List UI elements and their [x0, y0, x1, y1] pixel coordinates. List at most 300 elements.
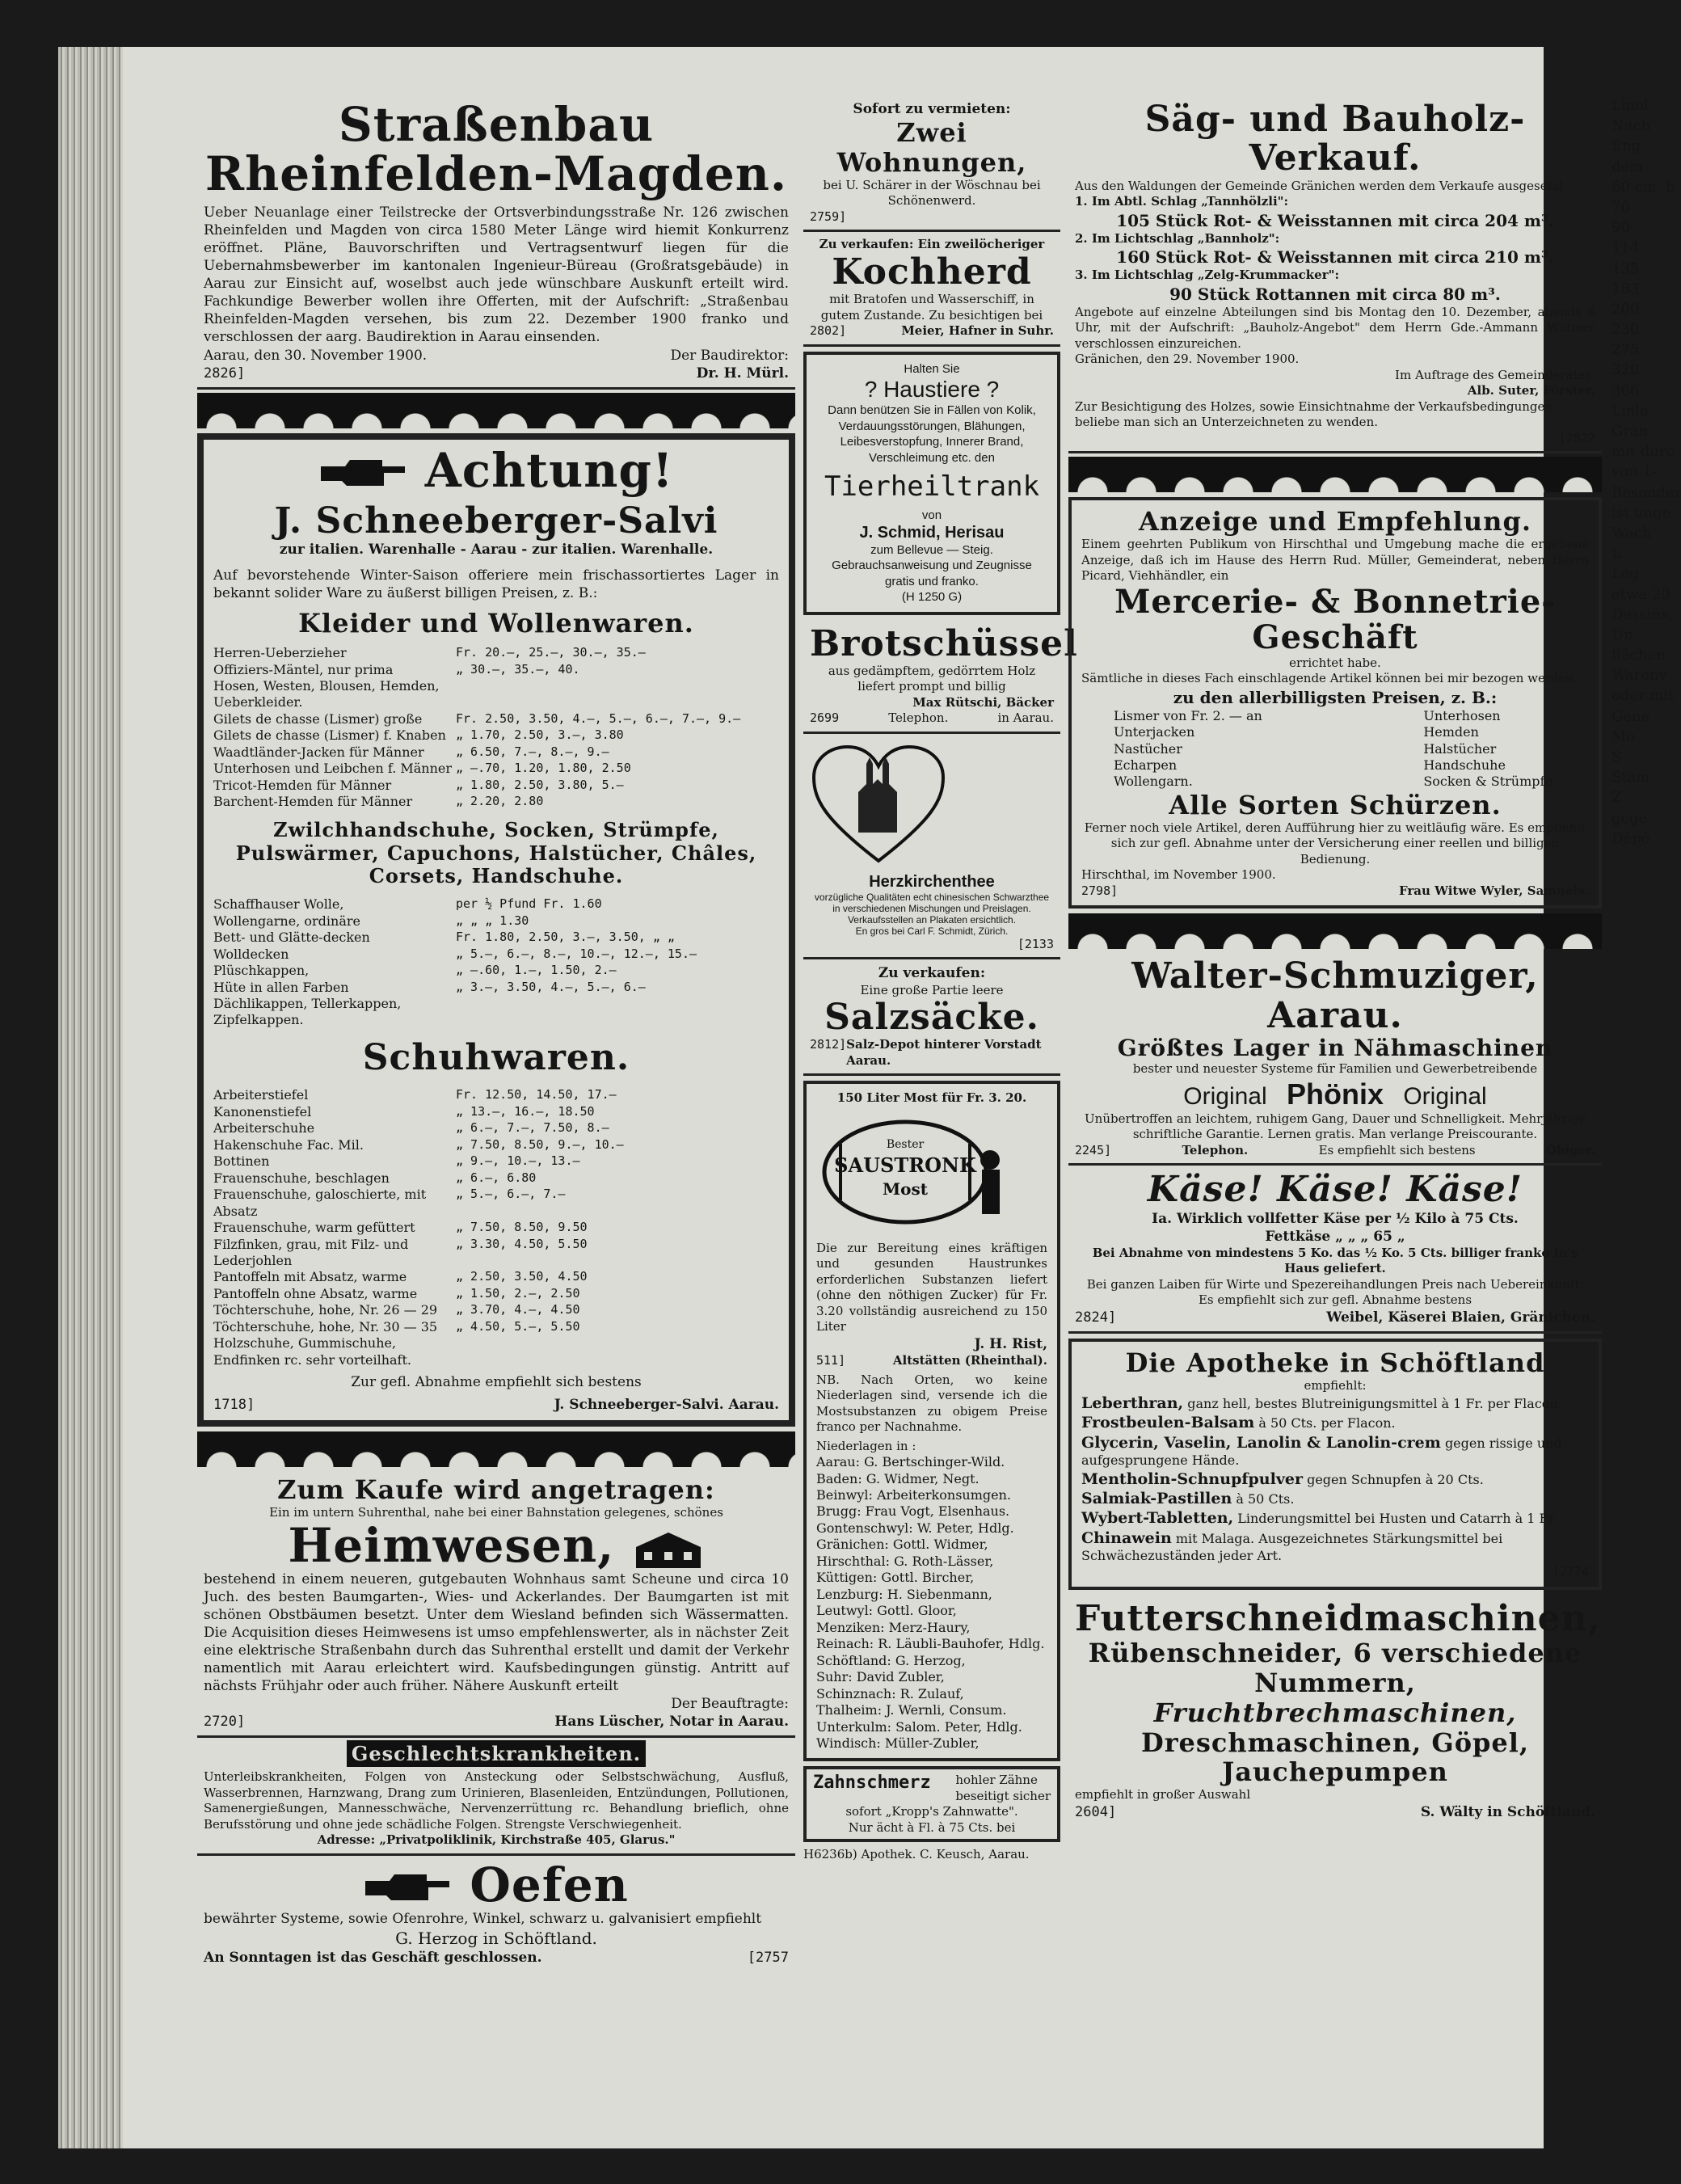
ad-signature: Meier, Hafner in Suhr.	[901, 323, 1054, 339]
ad-title: Zwei Wohnungen,	[836, 117, 1027, 178]
product-desc: à 50 Cts. per Flacon.	[1258, 1415, 1396, 1431]
shoes-row	[213, 1335, 779, 1368]
ad-title: Oefen	[470, 1857, 629, 1912]
product-desc: ganz hell, bestes Blutreinigungsmittel à 1 Fr. per Flacon.	[1187, 1396, 1562, 1412]
section-heading-accessories: Zwilchhandschuhe, Socken, Strümpfe, Pulswärmer, Capuchons, Halstücher, Châles, Corsets, Handschuhe.	[235, 817, 757, 888]
product-name: Glycerin, Vaselin, Lanolin & Lanolin-crem	[1081, 1433, 1441, 1452]
cutoff-fragment: Besonder	[1611, 483, 1681, 501]
shoes-item: Arbeiterschuhe	[213, 1120, 315, 1136]
wyler-item-left: Unterjacken	[1114, 724, 1195, 740]
wool-item: Bett- und Glätte-decken	[213, 930, 370, 946]
ad-signature: G. Herzog in Schöftland.	[395, 1928, 597, 1948]
wyler-item-left: Nastücher	[1114, 740, 1182, 757]
cutoff-fragment: 183	[1611, 280, 1640, 297]
ad-title: Käse! Käse! Käse!	[1147, 1169, 1523, 1211]
wool-row	[213, 963, 779, 979]
shoes-item: Töchterschuhe, hohe, Nr. 26 — 29	[213, 1302, 438, 1318]
clothes-item: Hosen, Westen, Blousen, Hemden, Ueberkleider.	[213, 678, 440, 710]
ad-maker: J. H. Rist,	[974, 1335, 1047, 1352]
shoes-item: Frauenschuhe, warm gefüttert	[213, 1220, 415, 1236]
cutoff-fragment: flächen	[1611, 647, 1666, 664]
cutoff-fragment: 70	[1611, 198, 1630, 216]
wool-price: „ „ „ 1.30	[456, 913, 529, 928]
ad-kaese	[1068, 1166, 1602, 1334]
ad-item-2: 2. Im Lichtschlag „Bannholz":	[1075, 230, 1280, 246]
clothes-price: Fr. 20.—, 25.—, 30.—, 35.—	[456, 645, 646, 660]
clothes-price: „ —.70, 1.20, 1.80, 2.50	[456, 761, 631, 776]
ad-note: Zur Besichtigung des Holzes, sowie Einsichtnahme der Verkaufsbedingungen beliebe man sich an Unterzeichneten zu wenden.	[1075, 398, 1553, 430]
cutoff-fragment: Un	[1611, 626, 1633, 643]
shoes-row	[213, 1104, 779, 1120]
shoes-item: Holzschuhe, Gummischuhe, Endfinken rc. sehr vorteilhaft.	[213, 1335, 411, 1368]
ad-item-1-detail: 105 Stück Rot- & Weisstannen mit circa 204 m³.	[1116, 210, 1554, 230]
ad-signature: S. Wälty in Schöftland.	[1420, 1803, 1595, 1820]
shoes-price: „ 7.50, 8.50, 9.50	[456, 1220, 588, 1235]
cutoff-fragment: Dessins,	[1611, 605, 1673, 623]
shoes-item: Frauenschuhe, galoschierte, mit Absatz	[213, 1187, 427, 1219]
ad-title-row	[213, 442, 779, 498]
ad-signature: Salz-Depot hinterer Vorstadt Aarau.	[846, 1037, 1042, 1068]
wool-price: „ 3.—, 3.50, 4.—, 5.—, 6.—	[456, 979, 646, 994]
ad-price-line: zu den allerbilligsten Preisen, z. B.:	[1173, 687, 1498, 707]
ad-pretitle: Sofort zu vermieten:	[853, 101, 1011, 117]
shoes-row	[213, 1286, 779, 1302]
heart-church-icon	[810, 744, 947, 865]
depot-item: Hirschthal: G. Roth-Lässer,	[816, 1553, 994, 1569]
book-binding-edge	[58, 47, 123, 2148]
shoes-price: „ 3.30, 4.50, 5.50	[456, 1236, 588, 1251]
cutoff-fragment: Stam	[1611, 769, 1650, 786]
ad-title: Anzeige und Empfehlung.	[1139, 506, 1531, 538]
ad-geschlechtskrankheiten	[197, 1738, 795, 1855]
clothes-row	[213, 645, 779, 661]
ad-saeg-bauholz	[1068, 95, 1602, 453]
ad-ref-number: 2604]	[1075, 1803, 1117, 1820]
ad-date: Aarau, den 30. November 1900.	[204, 347, 428, 364]
ad-place: in Aarau.	[997, 710, 1054, 726]
cutoff-fragment: Nach	[1611, 117, 1651, 135]
ad-signature-row	[1075, 1309, 1595, 1326]
ad-sign-role: Der Beauftragte:	[671, 1696, 789, 1713]
ad-ref-number: 2812]	[810, 1037, 847, 1052]
depot-item: Schinznach: R. Zulauf,	[816, 1685, 964, 1701]
ad-von: von	[921, 508, 942, 523]
shoes-row	[213, 1137, 779, 1153]
ad-subtitle: zur italien. Warenhalle - Aarau - zur italien. Warenhalle.	[279, 542, 714, 558]
ad-line-2: Rübenschneider, 6 verschiedene Nummern,	[1088, 1638, 1582, 1698]
ad-kochherd	[803, 232, 1060, 346]
depot-item: Lenzburg: H. Siebenmann,	[816, 1586, 992, 1602]
barrel-text-1: Bester	[886, 1137, 925, 1151]
shoes-item: Kanonenstiefel	[213, 1103, 312, 1119]
ad-body: Ueber Neuanlage einer Teilstrecke der Ortsverbindungsstraße Nr. 126 zwischen Rheinfelden und Magden von circa 1580 Meter Länge wird hiemit Konkurrenz eröffnet. Pläne, Bauvorschriften und Vertragsentwurf liegen für die Uebernahmsbewerber im kantonalen Ingenieur-Büreau (Großratsgebäude) in Aarau zur Einsicht auf, woselbst auch jede wünschbare Auskunft erteilt wird. Fachkundige Bewerber wollen ihre Offerten, mit der Aufschrift: „Straßenbau Rheinfelden-Magden versehen, bis zum 22. Dezember 1900 franko und verschlossen der aarg. Baudirektion in Aarau einsenden.	[204, 204, 789, 346]
ad-place: Altstätten (Rheinthal).	[892, 1353, 1047, 1368]
ad-brand-row	[1075, 1077, 1595, 1111]
wool-price	[456, 996, 779, 1029]
depot-item: Beinwyl: Arbeiterkonsumgen.	[816, 1486, 1011, 1503]
wyler-item-left: Lismer von Fr. 2. — an	[1114, 707, 1262, 723]
ad-heimwesen	[197, 1470, 795, 1738]
product-item	[1081, 1528, 1589, 1565]
shoes-price: „ 3.70, 4.—, 4.50	[456, 1302, 580, 1318]
ad-brotschuessel	[803, 620, 1078, 734]
farmhouse-icon	[632, 1529, 705, 1570]
ad-maker: Max Rütschi, Bäcker	[912, 694, 1054, 710]
item-list-left	[1114, 708, 1262, 791]
wool-item: Dächlikappen, Tellerkappen, Zipfelkappen.	[213, 995, 402, 1028]
cutoff-fragment: 114	[1611, 239, 1640, 257]
shoes-row	[213, 1220, 779, 1236]
product-item	[1081, 1469, 1589, 1489]
ad-signature-row-2	[204, 365, 789, 382]
ad-heading: Mercerie- & Bonnetrie-Geschäft	[1114, 582, 1556, 656]
shoes-item: Bottinen	[213, 1153, 270, 1170]
wool-price: „ 5.—, 6.—, 8.—, 10.—, 12.—, 15.—	[456, 946, 697, 961]
ad-lager-heading: Niederlagen in :	[816, 1438, 916, 1453]
ad-body: Angebote auf einzelne Abteilungen sind bis Montag den 10. Dezember, abends 6 Uhr, mit der Aufschrift: „Bauholz-Angebot" dem Herrn Gde.-Ammann Widmer verschlossen einzureichen.	[1075, 304, 1595, 351]
cutoff-fragment: dem	[1611, 158, 1644, 175]
cutoff-fragment: mit durc	[1611, 443, 1675, 461]
product-item	[1081, 1393, 1589, 1413]
ad-intro: Aus den Waldungen der Gemeinde Gränichen werden dem Verkaufe ausgesetzt	[1075, 178, 1564, 193]
ad-oefen	[197, 1856, 795, 1971]
cutoff-fragment: Dépô	[1611, 829, 1650, 847]
wool-price: „ —.60, 1.—, 1.50, 2.—	[456, 963, 617, 978]
cutoff-fragment: Lag	[1611, 565, 1640, 583]
ad-ref-number: [2822	[1558, 430, 1595, 445]
ad-signature-row	[1081, 883, 1589, 900]
cutoff-fragment: Wach	[1611, 524, 1652, 542]
ad-signature: J. Schneeberger-Salvi. Aarau.	[554, 1397, 779, 1414]
ad-signature-row	[213, 1396, 779, 1414]
ad-question-1: Halten Sie	[904, 361, 960, 376]
ad-body: mit Bratofen und Wasserschiff, in gutem Zustande. Zu besichtigen bei	[820, 292, 1043, 323]
ad-title: Zahnschmerz	[813, 1773, 931, 1794]
ad-title: Die Apotheke in Schöftland	[1125, 1347, 1545, 1378]
cutoff-fragment: ist unge	[1611, 504, 1671, 521]
wyler-item-right: Handschuhe	[1423, 757, 1506, 773]
ad-strassenbau	[197, 95, 795, 390]
product-name: Chinawein	[1081, 1528, 1172, 1547]
wool-price: per ½ Pfund Fr. 1.60	[456, 896, 602, 912]
ad-title: Säg- und Bauholz-Verkauf.	[1144, 99, 1526, 179]
product-item	[1081, 1413, 1589, 1432]
depot-item: Schöftland: G. Herzog,	[816, 1652, 966, 1668]
barrel-text-2: SAUSTRONK	[834, 1153, 976, 1177]
wool-row	[213, 913, 779, 930]
ad-telephone: Telephon.	[1182, 1142, 1249, 1157]
ad-ref-number: 2699	[810, 710, 840, 726]
wyler-item-right: Halstücher	[1423, 740, 1497, 757]
ad-line-4: Dreschmaschinen, Göpel, Jauchepumpen	[1140, 1727, 1530, 1788]
section-heading-clothes: Kleider und Wollenwaren.	[298, 608, 694, 639]
ad-subtitle: empfiehlt:	[1304, 1377, 1367, 1393]
ad-date: Hirschthal, im November 1900.	[1081, 867, 1276, 883]
ad-brand-original-1: Original	[1183, 1082, 1267, 1110]
wool-item: Hüte in allen Farben	[213, 979, 349, 995]
shoes-item: Pantoffeln ohne Absatz, warme	[213, 1285, 418, 1301]
ad-code: (H 1250 G)	[901, 590, 963, 605]
ad-line-1: Futterschneidmaschinen,	[1075, 1597, 1601, 1639]
shoes-price: „ 2.50, 3.50, 4.50	[456, 1269, 588, 1284]
shoes-item: Frauenschuhe, beschlagen	[213, 1170, 390, 1186]
ad-telephone: Telephon.	[888, 710, 949, 726]
shoes-row	[213, 1237, 779, 1270]
shoes-item: Pantoffeln mit Absatz, warme	[213, 1269, 407, 1285]
wyler-item-left: Echarpen	[1114, 757, 1178, 773]
ad-title: Geschlechtskrankheiten.	[347, 1740, 646, 1767]
cutoff-fragment: von 1-	[1611, 463, 1657, 481]
ad-signature-row	[810, 1037, 1054, 1069]
price-list-wool	[213, 896, 779, 1029]
shoes-price	[456, 1335, 779, 1368]
cutoff-fragment: 200	[1611, 300, 1640, 318]
ad-body: vorzügliche Qualitäten echt chinesischen Schwarzthee in verschiedenen Mischungen und Preislagen. Verkaufsstellen an Plakaten ersichtlich.	[814, 891, 1050, 925]
ad-subtitle: Ein im untern Suhrenthal, nahe bei einer Bahnstation gelegenes, schönes	[269, 1505, 723, 1520]
ad-signature-row	[204, 1713, 789, 1731]
depot-item: Baden: G. Widmer, Negt.	[816, 1470, 980, 1486]
ad-signature: Obiger.	[1545, 1142, 1595, 1157]
ad-brand-phoenix: Phönix	[1286, 1077, 1384, 1111]
depot-item: Brugg: Frau Vogt, Elsenhaus.	[816, 1503, 1010, 1520]
product-name: Leberthran,	[1081, 1394, 1184, 1413]
cutoff-fragment: S	[1611, 748, 1622, 765]
ad-signature: Dr. H. Mürl.	[696, 365, 789, 382]
product-name: Mentholin-Schnupfpulver	[1081, 1469, 1303, 1488]
shoes-price: „ 6.—, 6.80	[456, 1170, 537, 1185]
wool-row	[213, 896, 779, 913]
ad-pretitle: Zu verkaufen:	[878, 965, 986, 982]
ad-recommend: empfiehlt in großer Auswahl	[1075, 1787, 1251, 1802]
clothes-row	[213, 662, 779, 678]
ad-signature: Hans Lüscher, Notar in Aarau.	[554, 1714, 789, 1731]
ad-maker: J. Schmid, Herisau	[859, 523, 1005, 542]
ad-line-4: Nur ächt à Fl. à 75 Cts. bei	[848, 1819, 1016, 1835]
ad-note: An Sonntagen ist das Geschäft geschlossen.	[204, 1949, 542, 1966]
clothes-price: „ 1.70, 2.50, 3.—, 3.80	[456, 727, 624, 743]
column-middle	[803, 95, 1078, 1863]
ad-naehmaschinen	[1068, 952, 1602, 1166]
cutoff-fragment: Gran	[1611, 423, 1649, 440]
clothes-item: Herren-Ueberzieher	[213, 645, 347, 661]
cutoff-fragment: 135	[1611, 259, 1640, 277]
ad-heading-row	[204, 1517, 789, 1573]
ad-body: Unterleibskrankheiten, Folgen von Ansteckung oder Selbstschwächung, Ausfluß, Wasserbrennen, Harnzwang, Drang zum Urinieren, Blasenleiden, Entzündungen, Pollutionen, Samenergießungen, Mannesschwäche, Nervenzerrüttung rc. Behandlung brieflich, ohne Berufsstörung und ohne jede schädliche Folgen. Strengste Verschwiegenheit.	[204, 1769, 789, 1832]
ad-signature-row	[810, 323, 1054, 339]
cutoff-fragment: Linle	[1611, 402, 1649, 420]
column-right	[1068, 95, 1602, 1826]
clothes-row	[213, 778, 779, 794]
ad-signature-row	[1075, 1143, 1595, 1159]
ad-body-2: Unübertroffen an leichtem, ruhigem Gang, Dauer und Schnelligkeit. Mehrjährige schriftliche Garantie. Lernen gratis. Man verlange Preiscourante.	[1085, 1111, 1586, 1142]
ornamental-divider	[197, 1431, 795, 1467]
ad-line-3: sofort „Kropp's Zahnwatte".	[845, 1804, 1018, 1819]
ad-title: Walter-Schmuziger, Aarau.	[1131, 955, 1539, 1036]
clothes-price: „ 1.80, 2.50, 3.80, 5.—	[456, 777, 624, 792]
ad-title: Achtung!	[424, 442, 674, 498]
pointing-hand-icon	[319, 457, 408, 492]
product-desc: gegen Schnupfen à 20 Cts.	[1307, 1471, 1484, 1487]
ad-ref-number: 2798]	[1081, 883, 1119, 898]
cutoff-fragment: Z	[1611, 789, 1622, 807]
clothes-price: „ 2.20, 2.80	[456, 794, 544, 809]
column-cutoff-right	[1611, 95, 1681, 849]
clothes-price: „ 6.50, 7.—, 8.—, 9.—	[456, 744, 609, 759]
product-desc: gegen rissige und aufgesprungene Hände.	[1081, 1435, 1562, 1469]
clothes-item: Barchent-Hemden für Männer	[213, 794, 413, 810]
ad-body: aus gedämpftem, gedörrtem Holz liefert prompt und billig	[828, 663, 1036, 694]
ad-ref-number: 2720]	[204, 1714, 246, 1731]
product-item	[1081, 1489, 1589, 1508]
ad-line-1: hohler Zähne	[955, 1773, 1038, 1788]
ad-ref-number: 511]	[816, 1353, 846, 1368]
section-heading-shoes: Schuhwaren.	[362, 1036, 630, 1078]
clothes-item: Offiziers-Mäntel, nur prima	[213, 661, 394, 677]
ad-heading: Heimwesen,	[288, 1517, 615, 1573]
ad-ref-number: 2802]	[810, 323, 847, 339]
product-desc: Linderungsmittel bei Husten und Catarrh à 1 Fr.	[1237, 1511, 1557, 1527]
ad-item-columns	[1081, 708, 1589, 791]
product-desc: mit Malaga. Ausgezeichnetes Stärkungsmittel bei Schwächezuständen jeder Art.	[1081, 1530, 1503, 1563]
ad-footer-row	[810, 710, 1054, 727]
newspaper-page	[58, 47, 1681, 2148]
ad-subtitle: Eine große Partie leere	[860, 982, 1004, 997]
clothes-item: Gilets de chasse (Lismer) große	[213, 710, 423, 727]
ad-ref-number: [2774	[1552, 1564, 1589, 1579]
shoes-price: „ 1.50, 2.—, 2.50	[456, 1285, 580, 1301]
ad-heading: 150 Liter Most für Fr. 3. 20.	[836, 1090, 1027, 1106]
ad-body: bester und neuester Systeme für Familien und Gewerbetreibende	[1132, 1061, 1538, 1077]
cutoff-fragment: 366	[1611, 382, 1640, 399]
cutoff-fragment: 275	[1611, 341, 1640, 359]
shoes-price: „ 6.—, 7.—, 7.50, 8.—	[456, 1120, 609, 1136]
ad-ref-number: 1718]	[213, 1397, 255, 1414]
wool-item: Plüschkappen,	[213, 963, 310, 979]
ad-sign-role: Der Baudirektor:	[670, 347, 789, 364]
shoes-row	[213, 1319, 779, 1335]
wyler-item-right: Hemden	[1423, 724, 1479, 740]
ad-title-row	[813, 1773, 1051, 1804]
ad-line-1: Ia. Wirklich vollfetter Käse per ½ Kilo à 75 Cts.	[1152, 1210, 1519, 1227]
product-name: Wybert-Tabletten,	[1081, 1509, 1234, 1528]
ad-address: Adresse: „Privatpoliklinik, Kirchstraße 405, Glarus."	[317, 1832, 676, 1848]
ad-ref-row	[816, 1353, 1047, 1369]
price-list-shoes	[213, 1087, 779, 1368]
cutoff-fragment: gege	[1611, 809, 1648, 827]
shoes-row	[213, 1170, 779, 1187]
depot-item: Aarau: G. Bertschinger-Wild.	[816, 1454, 1005, 1470]
cutoff-fragment: Eng	[1611, 137, 1641, 155]
ad-question-2: ? Haustiere ?	[864, 377, 1000, 403]
clothes-row	[213, 711, 779, 727]
cutoff-fragment: etwa 20	[1611, 585, 1670, 603]
ad-sign-role: Im Auftrage des Gemeinderates:	[1395, 367, 1595, 382]
item-list-right	[1423, 708, 1557, 791]
depot-item: Windisch: Müller-Zubler,	[816, 1735, 980, 1752]
ad-body: Einem geehrten Publikum von Hirschthal und Umgebung mache die ergebene Anzeige, daß ich im Hause des Herrn Rud. Müller, Gemeinderat, neben Herrn Picard, Viehhändler, ein	[1081, 537, 1589, 584]
ad-body: Dann benützen Sie in Fällen von Kolik, Verdauungsstörungen, Blähungen, Leibesverstopfung, Innerer Brand, Verschleimung etc. den	[828, 403, 1036, 465]
ad-title-row	[204, 1743, 789, 1766]
ad-item-1: 1. Im Abtl. Schlag „Tannhölzli":	[1075, 194, 1289, 209]
shoes-row	[213, 1302, 779, 1318]
ad-apotheke	[1068, 1339, 1602, 1590]
ad-ref-number: [2133	[1017, 936, 1054, 951]
ad-brand-original-2: Original	[1403, 1082, 1487, 1110]
ad-futterschneidmaschinen	[1068, 1595, 1602, 1826]
ad-more: Ferner noch viele Artikel, deren Aufführung hier zu weitläufig wäre. Es empfiehlt sich zur gefl. Abnahme unter der Versicherung einer reellen und billigen Bedienung.	[1084, 820, 1586, 866]
ad-signature-row	[1075, 1803, 1595, 1821]
shoes-row	[213, 1153, 779, 1170]
ad-body: bei U. Schärer in der Wöschnau bei Schönenwerd.	[823, 177, 1041, 209]
product-item	[1081, 1433, 1589, 1469]
column-left	[197, 95, 795, 1971]
ad-signature: Alb. Suter, Förster.	[1467, 383, 1595, 398]
wool-item: Schaffhauser Wolle,	[213, 896, 344, 913]
ad-item-3-detail: 90 Stück Rottannen mit circa 80 m³.	[1169, 284, 1501, 304]
shoes-row	[213, 1187, 779, 1220]
ad-big-line: Alle Sorten Schürzen.	[1169, 789, 1502, 820]
ad-body: Die zur Bereitung eines kräftigen und gesunden Haustrunkes erforderlichen Substanzen liefert (ohne den nöthigen Zucker) für Fr. 3.20 vollständig ausreichend zu 150 Liter	[816, 1240, 1047, 1334]
price-list-clothes	[213, 645, 779, 811]
cutoff-fragment: 320	[1611, 361, 1640, 379]
ad-most	[803, 1081, 1060, 1761]
ad-zahn-ref: H6236b) Apothek. C. Keusch, Aarau.	[803, 1847, 1030, 1862]
ad-title: Zum Kaufe wird angetragen:	[277, 1474, 715, 1506]
wyler-item-right: Unterhosen	[1423, 707, 1501, 723]
ad-item-2-detail: 160 Stück Rot- & Weisstannen mit circa 210 m³.	[1116, 247, 1554, 268]
ornamental-divider	[1068, 913, 1602, 949]
pointing-hand-icon	[364, 1871, 453, 1907]
ad-gros: En gros bei Carl F. Schmidt, Zürich.	[855, 925, 1009, 937]
ad-salzsaecke	[803, 959, 1060, 1076]
ad-subtitle: Größtes Lager in Nähmaschinen	[1117, 1035, 1553, 1061]
ad-achtung-schneeberger	[197, 433, 795, 1427]
ad-body: bestehend in einem neueren, gutgebauten Wohnhaus samt Scheune und circa 10 Juch. des besten Baumgarten-, Wies- und Ackerlandes. Der Baumgarten ist mit schönen Obstbäumen besetzt. Unter dem Wiesland befinden sich Wässermatten. Die Acquisition dieses Heimwesens ist umso empfehlenswerter, als in nächster Zeit eine elektrische Straßenbahn durch das Suhrenthal erstellt und damit der Verkehr namentlich mit Aarau erleichtert wird. Kaufsbedingungen günstig. Antritt auf nächsts Frühjahr oder auch früher. Nähere Auskunft erteilt	[204, 1571, 789, 1695]
ad-mercerie-wyler	[1068, 497, 1602, 909]
shoes-price: „ 5.—, 6.—, 7.—	[456, 1187, 566, 1202]
shoes-row	[213, 1087, 779, 1103]
shoes-row	[213, 1120, 779, 1136]
clothes-item: Waadtländer-Jacken für Männer	[213, 744, 424, 760]
ad-ref-number: 2826]	[204, 365, 246, 382]
barrel-text-3: Most	[883, 1178, 928, 1199]
ad-wohnungen	[803, 95, 1060, 232]
shoes-item: Töchterschuhe, hohe, Nr. 30 — 35	[213, 1318, 438, 1334]
cutoff-fragment: Linol	[1611, 97, 1649, 114]
depot-item: Thalheim: J. Wernli, Consum.	[816, 1702, 1007, 1718]
ad-ref-number: 2245]	[1075, 1142, 1112, 1157]
shoes-price: „ 7.50, 8.50, 9.—, 10.—	[456, 1136, 624, 1152]
depot-item: Gontenschwyl: W. Peter, Hdlg.	[816, 1520, 1014, 1536]
depot-item: Reinach: R. Läubli-Bauhofer, Hdlg.	[816, 1636, 1045, 1652]
wool-row	[213, 947, 779, 963]
ad-title: Straßenbau Rheinfelden-Magden.	[204, 97, 788, 201]
ad-body: bewährter Systeme, sowie Ofenrohre, Winkel, schwarz u. galvanisiert empfiehlt	[204, 1910, 762, 1927]
ad-title: Kochherd	[832, 251, 1032, 293]
ad-title: Herzkirchenthee	[869, 872, 995, 891]
clothes-row	[213, 727, 779, 744]
ad-line-5: Es empfiehlt sich zur gefl. Abnahme bestens	[1198, 1292, 1472, 1308]
ad-line-3: Fruchtbrechmaschinen,	[1153, 1697, 1517, 1728]
cutoff-fragment: Warenv	[1611, 667, 1667, 685]
ad-tierheiltrank	[803, 352, 1060, 615]
product-name: Salmiak-Pastillen	[1081, 1489, 1232, 1507]
product-item	[1081, 1508, 1589, 1528]
clothes-price: Fr. 2.50, 3.50, 4.—, 5.—, 6.—, 7.—, 9.—	[456, 710, 741, 726]
ad-signature: Weibel, Käserei Blaien, Gränichen.	[1326, 1309, 1595, 1326]
clothes-item: Unterhosen und Leibchen f. Männer	[213, 761, 453, 777]
wool-row	[213, 930, 779, 946]
